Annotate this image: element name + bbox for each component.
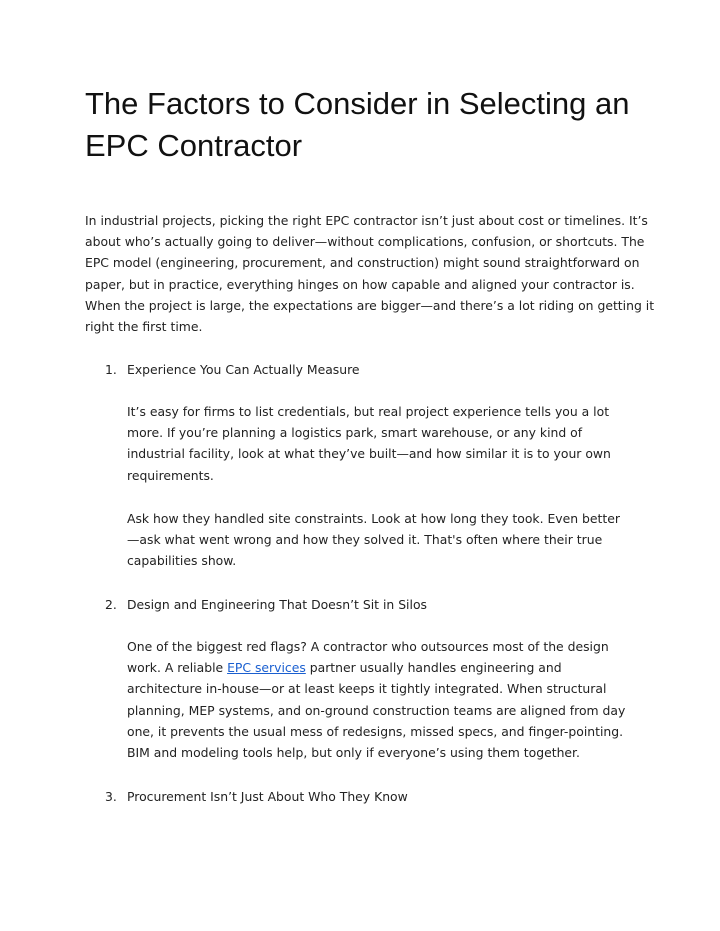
list-item-3 xyxy=(85,786,665,807)
paragraph-text-after-link: partner usually handles engineering and architecture in-house—or at least keeps it tightly integrated. When structural planning, MEP systems, and on-ground construction teams are aligned from day one, it prevents the usual mess of redesigns, missed specs, and finger-pointing. BIM and modeling tools help, but only if everyone’s using them together. xyxy=(127,660,626,761)
item-2-paragraph xyxy=(127,636,632,763)
list-item-1 xyxy=(85,359,665,380)
document-title: The Factors to Consider in Selecting an EPC Contractor xyxy=(85,86,630,163)
item-1-paragraph-1: It’s easy for firms to list credentials, but real project experience tells you a lot more. If you’re planning a logistics park, smart warehouse, or any kind of industrial facility, look at what they’ve built—and how similar it is to your own requirements. xyxy=(127,404,611,483)
intro-paragraph: In industrial projects, picking the right EPC contractor isn’t just about cost or timelines. It’s about who’s actually going to deliver—without complications, confusion, or shortcuts. The EPC model (engineering, procurement, and construction) might sound straightforward on paper, but in practice, everything hinges on how capable and aligned your contractor is. When the project is large, the expectations are bigger—and there’s a lot riding on getting it right the first time. xyxy=(85,213,655,335)
list-item-heading: Procurement Isn’t Just About Who They Know xyxy=(127,789,408,804)
item-1-paragraph-2: Ask how they handled site constraints. Look at how long they took. Even better—ask what went wrong and how they solved it. That's often where their true capabilities show. xyxy=(127,511,620,569)
epc-services-link[interactable]: EPC services xyxy=(227,660,306,676)
list-number: 2. xyxy=(105,597,117,612)
paragraph-text-before-link: One of the biggest red flags? A contractor who outsources most of the design work. A reliable xyxy=(127,639,609,676)
list-item-heading: Experience You Can Actually Measure xyxy=(127,362,360,377)
list-item-heading: Design and Engineering That Doesn’t Sit in Silos xyxy=(127,597,427,612)
list-item-2 xyxy=(85,594,665,615)
list-number: 1. xyxy=(105,362,117,377)
list-number: 3. xyxy=(105,789,117,804)
